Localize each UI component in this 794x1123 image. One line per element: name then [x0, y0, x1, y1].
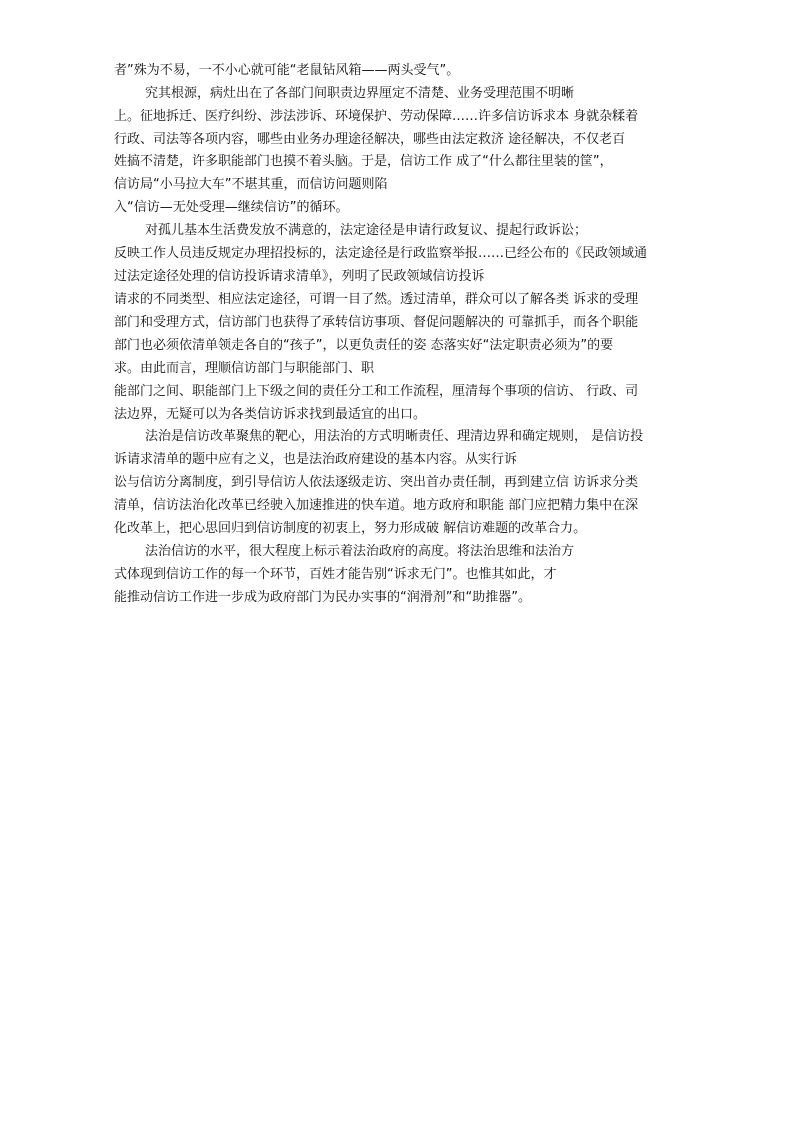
text-line: 清单，信访法治化改革已经驶入加速推进的快车道。地方政府和职能 部门应把精力集中在深: [114, 498, 639, 513]
text-line: 反映工作人员违反规定办理招投标的，法定途径是行政监察举报……已经公布的《民政领域通: [114, 246, 648, 261]
paragraph-start-line: 究其根源，病灶出在了各部门间职责边界厘定不清楚、业务受理范围不明晰: [145, 86, 575, 101]
text-line: 部门也必须依清单领走各自的“孩子”，以更负责任的姿 态落实好“法定职责必须为”的要: [114, 338, 614, 353]
text-line: 过法定途径处理的信访投诉请求清单》，列明了民政领域信访投诉: [114, 269, 485, 284]
text-line: 能部门之间、职能部门上下级之间的责任分工和工作流程，厘清每个事项的信访、 行政、司: [114, 384, 639, 399]
text-line: 求。由此而言，理顺信访部门与职能部门、职: [114, 361, 375, 376]
paragraph-start-line: 法治信访的水平，很大程度上标示着法治政府的高度。将法治思维和法治方: [145, 544, 575, 559]
text-line: 讼与信访分离制度，到引导信访人依法逐级走访、突出首办责任制，再到建立信 访诉求分类: [114, 475, 639, 490]
paragraph-start-line: 对孤儿基本生活费发放不满意的，法定途径是申请行政复议、提起行政诉讼；: [145, 223, 588, 238]
text-line: 诉请求清单的题中应有之义，也是法治政府建设的基本内容。从实行诉: [114, 452, 518, 467]
text-line: 姓搞不清楚，许多职能部门也摸不着头脑。于是，信访工作 成了“什么都往里装的筐”，: [114, 154, 613, 169]
text-line: 化改革上，把心思回归到信访制度的初衷上，努力形成破 解信访难题的改革合力。: [114, 521, 587, 536]
text-line: 入“信访—无处受理—继续信访”的循环。: [114, 200, 349, 215]
text-line: 请求的不同类型、相应法定途径，可谓一目了然。透过清单，群众可以了解各类 诉求的受理: [114, 292, 639, 307]
text-line: 部门和受理方式，信访部门也获得了承转信访事项、督促问题解决的 可靠抓手，而各个职能: [114, 315, 639, 330]
text-line: 者”殊为不易，一不小心就可能“老鼠钻风箱——两头受气”。: [114, 63, 460, 78]
text-line: 式体现到信访工作的每一个环节，百姓才能告别“诉求无门”。也惟其如此，才: [114, 567, 557, 582]
text-line: 法边界，无疑可以为各类信访诉求找到最适宜的出口。: [114, 407, 427, 422]
text-line: 能推动信访工作进一步成为政府部门为民办实事的“润滑剂”和“助推器”。: [114, 590, 531, 605]
text-line: 上。征地拆迁、医疗纠纷、涉法涉诉、环境保护、劳动保障……许多信访诉求本 身就杂糅着: [114, 109, 639, 124]
paragraph-start-line: 法治是信访改革聚焦的靶心，用法治的方式明晰责任、理清边界和确定规则， 是信访投: [145, 429, 644, 444]
text-line: 行政、司法等各项内容，哪些由业务办理途径解决，哪些由法定救济 途径解决，不仅老百: [114, 132, 626, 147]
text-line: 信访局“小马拉大车”不堪其重，而信访问题则陷: [114, 177, 388, 192]
